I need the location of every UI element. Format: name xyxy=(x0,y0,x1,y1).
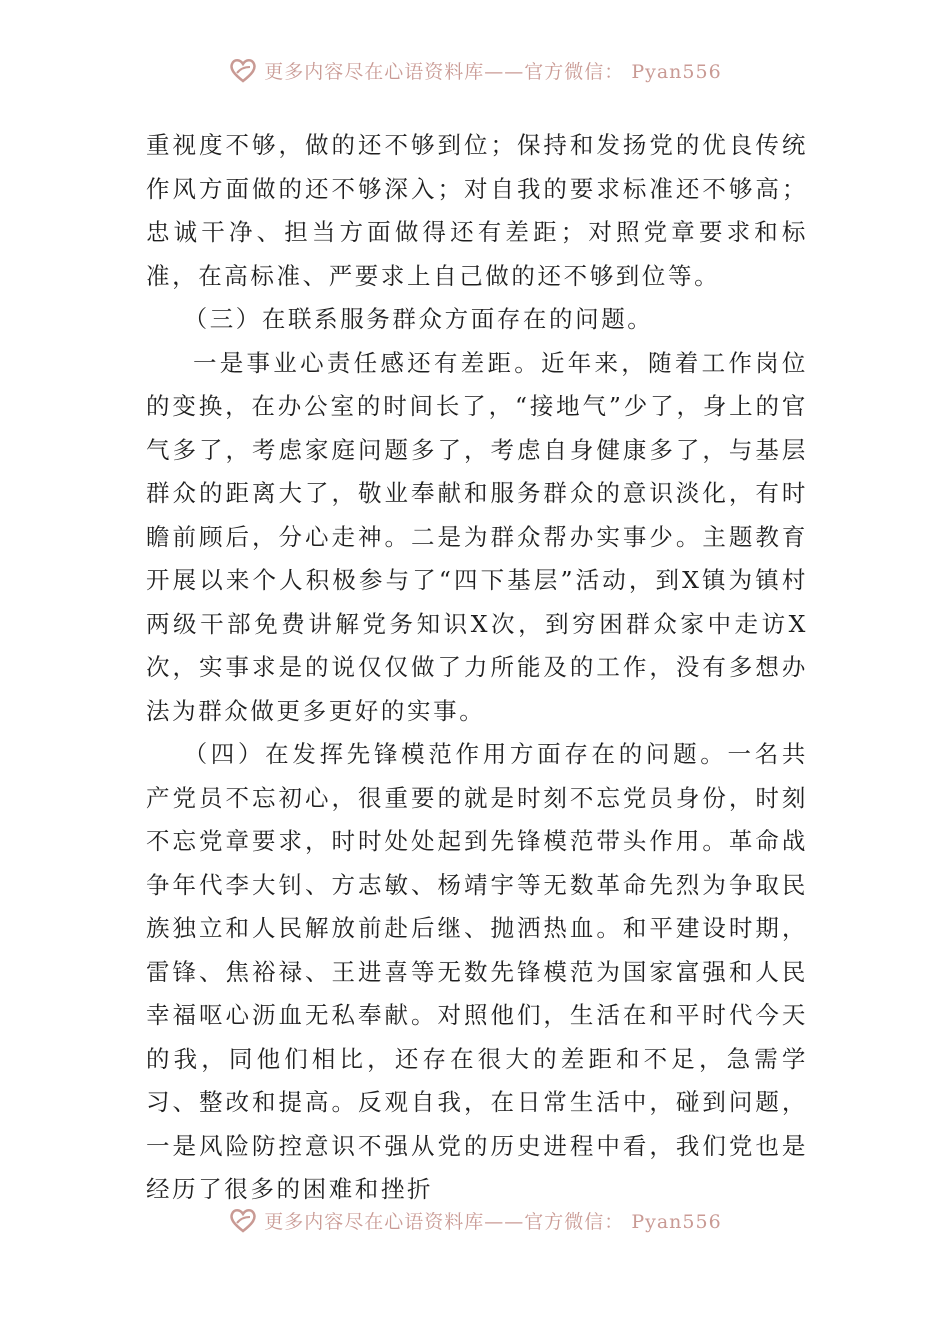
document-body xyxy=(146,124,808,1212)
section-heading-three: （三）在联系服务群众方面存在的问题。 xyxy=(183,305,654,333)
paragraph-continuation: 重视度不够，做的还不够到位；保持和发扬党的优良传统作风方面做的还不够深入；对自我的要求标准还不够高；忠诚干净、担当方面做得还有差距；对照党章要求和标准，在高标准、严要求上自己做的还不够到位等。 xyxy=(146,131,808,290)
watermark-text: 更多内容尽在心语资料库——官方微信： Pyan556 xyxy=(264,1210,722,1233)
paragraph-section-four: （四）在发挥先锋模范作用方面存在的问题。一名共产党员不忘初心，很重要的就是时刻不忘党员身份，时刻不忘党章要求，时时处处起到先锋模范带头作用。革命战争年代李大钊、方志敏、杨靖宇等无数革命先烈为争取民族独立和人民解放前赴后继、抛洒热血。和平建设时期，雷锋、焦裕禄、王进喜等无数先锋模范为国家富强和人民幸福呕心沥血无私奉献。对照他们，生活在和平时代今天的我，同他们相比，还存在很大的差距和不足，急需学习、整改和提高。反观自我，在日常生活中，碰到问题，一是风险防控意识不强从党的历史进程中看，我们党也是经历了很多的困难和挫折 xyxy=(146,740,808,1203)
footer-watermark xyxy=(0,1200,950,1240)
heart-logo-icon xyxy=(228,55,258,85)
paragraph-section-three: 一是事业心责任感还有差距。近年来，随着工作岗位的变换，在办公室的时间长了，“接地气”少了，身上的官气多了，考虑家庭问题多了，考虑自身健康多了，与基层群众的距离大了，敬业奉献和服务群众的意识淡化，有时瞻前顾后，分心走神。二是为群众帮办实事少。主题教育开展以来个人积极参与了“四下基层”活动，到X镇为镇村两级干部免费讲解党务知识X次，到穷困群众家中走访X次，实事求是的说仅仅做了力所能及的工作，没有多想办法为群众做更多更好的实事。 xyxy=(146,348,808,725)
watermark-text: 更多内容尽在心语资料库——官方微信： Pyan556 xyxy=(264,60,722,83)
header-watermark xyxy=(0,50,950,90)
heart-logo-icon xyxy=(228,1205,258,1235)
